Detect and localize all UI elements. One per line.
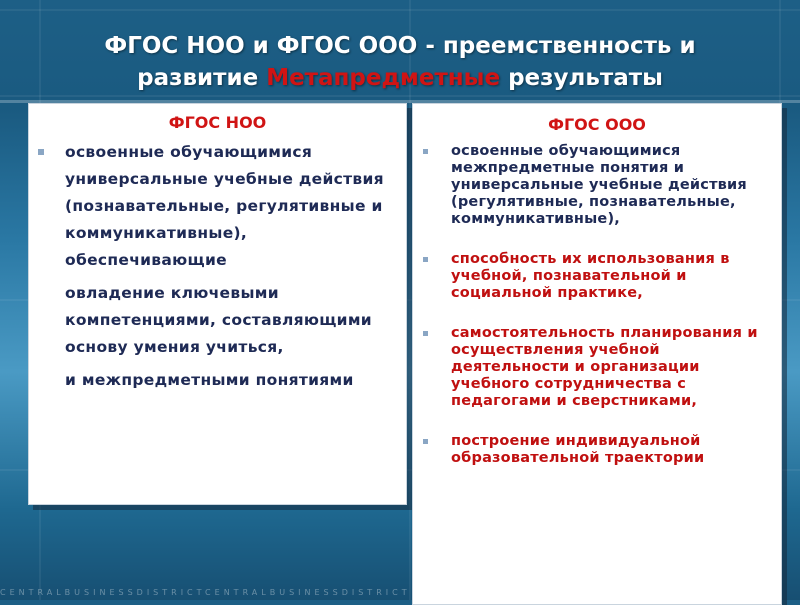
title-line-2-start: развитие (137, 65, 267, 91)
left-list-item: освоенные обучающимися универсальные учебные действия (познавательные, регулятивные и коммуникативные), обеспечивающие (65, 139, 396, 274)
title-line-2-end: результаты (500, 65, 663, 91)
left-list-item: овладение ключевыми компетенциями, составляющими основу умения учиться, (65, 284, 372, 356)
left-panel-noo (28, 103, 407, 505)
left-panel-list (29, 139, 406, 394)
right-list-item: самостоятельность планирования и осуществления учебной деятельности и организации учебного сотрудничества с педагогами и сверстниками, (451, 325, 775, 410)
right-panel-heading: ФГОС ООО (548, 115, 646, 134)
right-list-item: построение индивидуальной образовательной траектории (451, 433, 775, 467)
left-panel-heading: ФГОС НОО (168, 113, 267, 132)
title-line-1: ФГОС НОО и ФГОС ООО - преемственность и (104, 33, 696, 59)
footer-watermark-text: CENTRALBUSINESSDISTRICTCENTRALBUSINESSDISTRICT (0, 588, 411, 597)
title-highlight: Метапредметные (266, 65, 501, 91)
title-line-2 (20, 62, 780, 94)
right-panel-ooo (412, 103, 782, 605)
right-list-item: освоенные обучающимися межпредметные понятия и универсальные учебные действия (регулятивные, познавательные, коммуникативные), (451, 143, 775, 228)
left-list-item: и межпредметными понятиями (65, 371, 354, 389)
right-list-item: способность их использования в учебной, познавательной и социальной практике, (451, 251, 775, 302)
slide-title (20, 30, 780, 94)
right-panel-list (413, 143, 781, 467)
